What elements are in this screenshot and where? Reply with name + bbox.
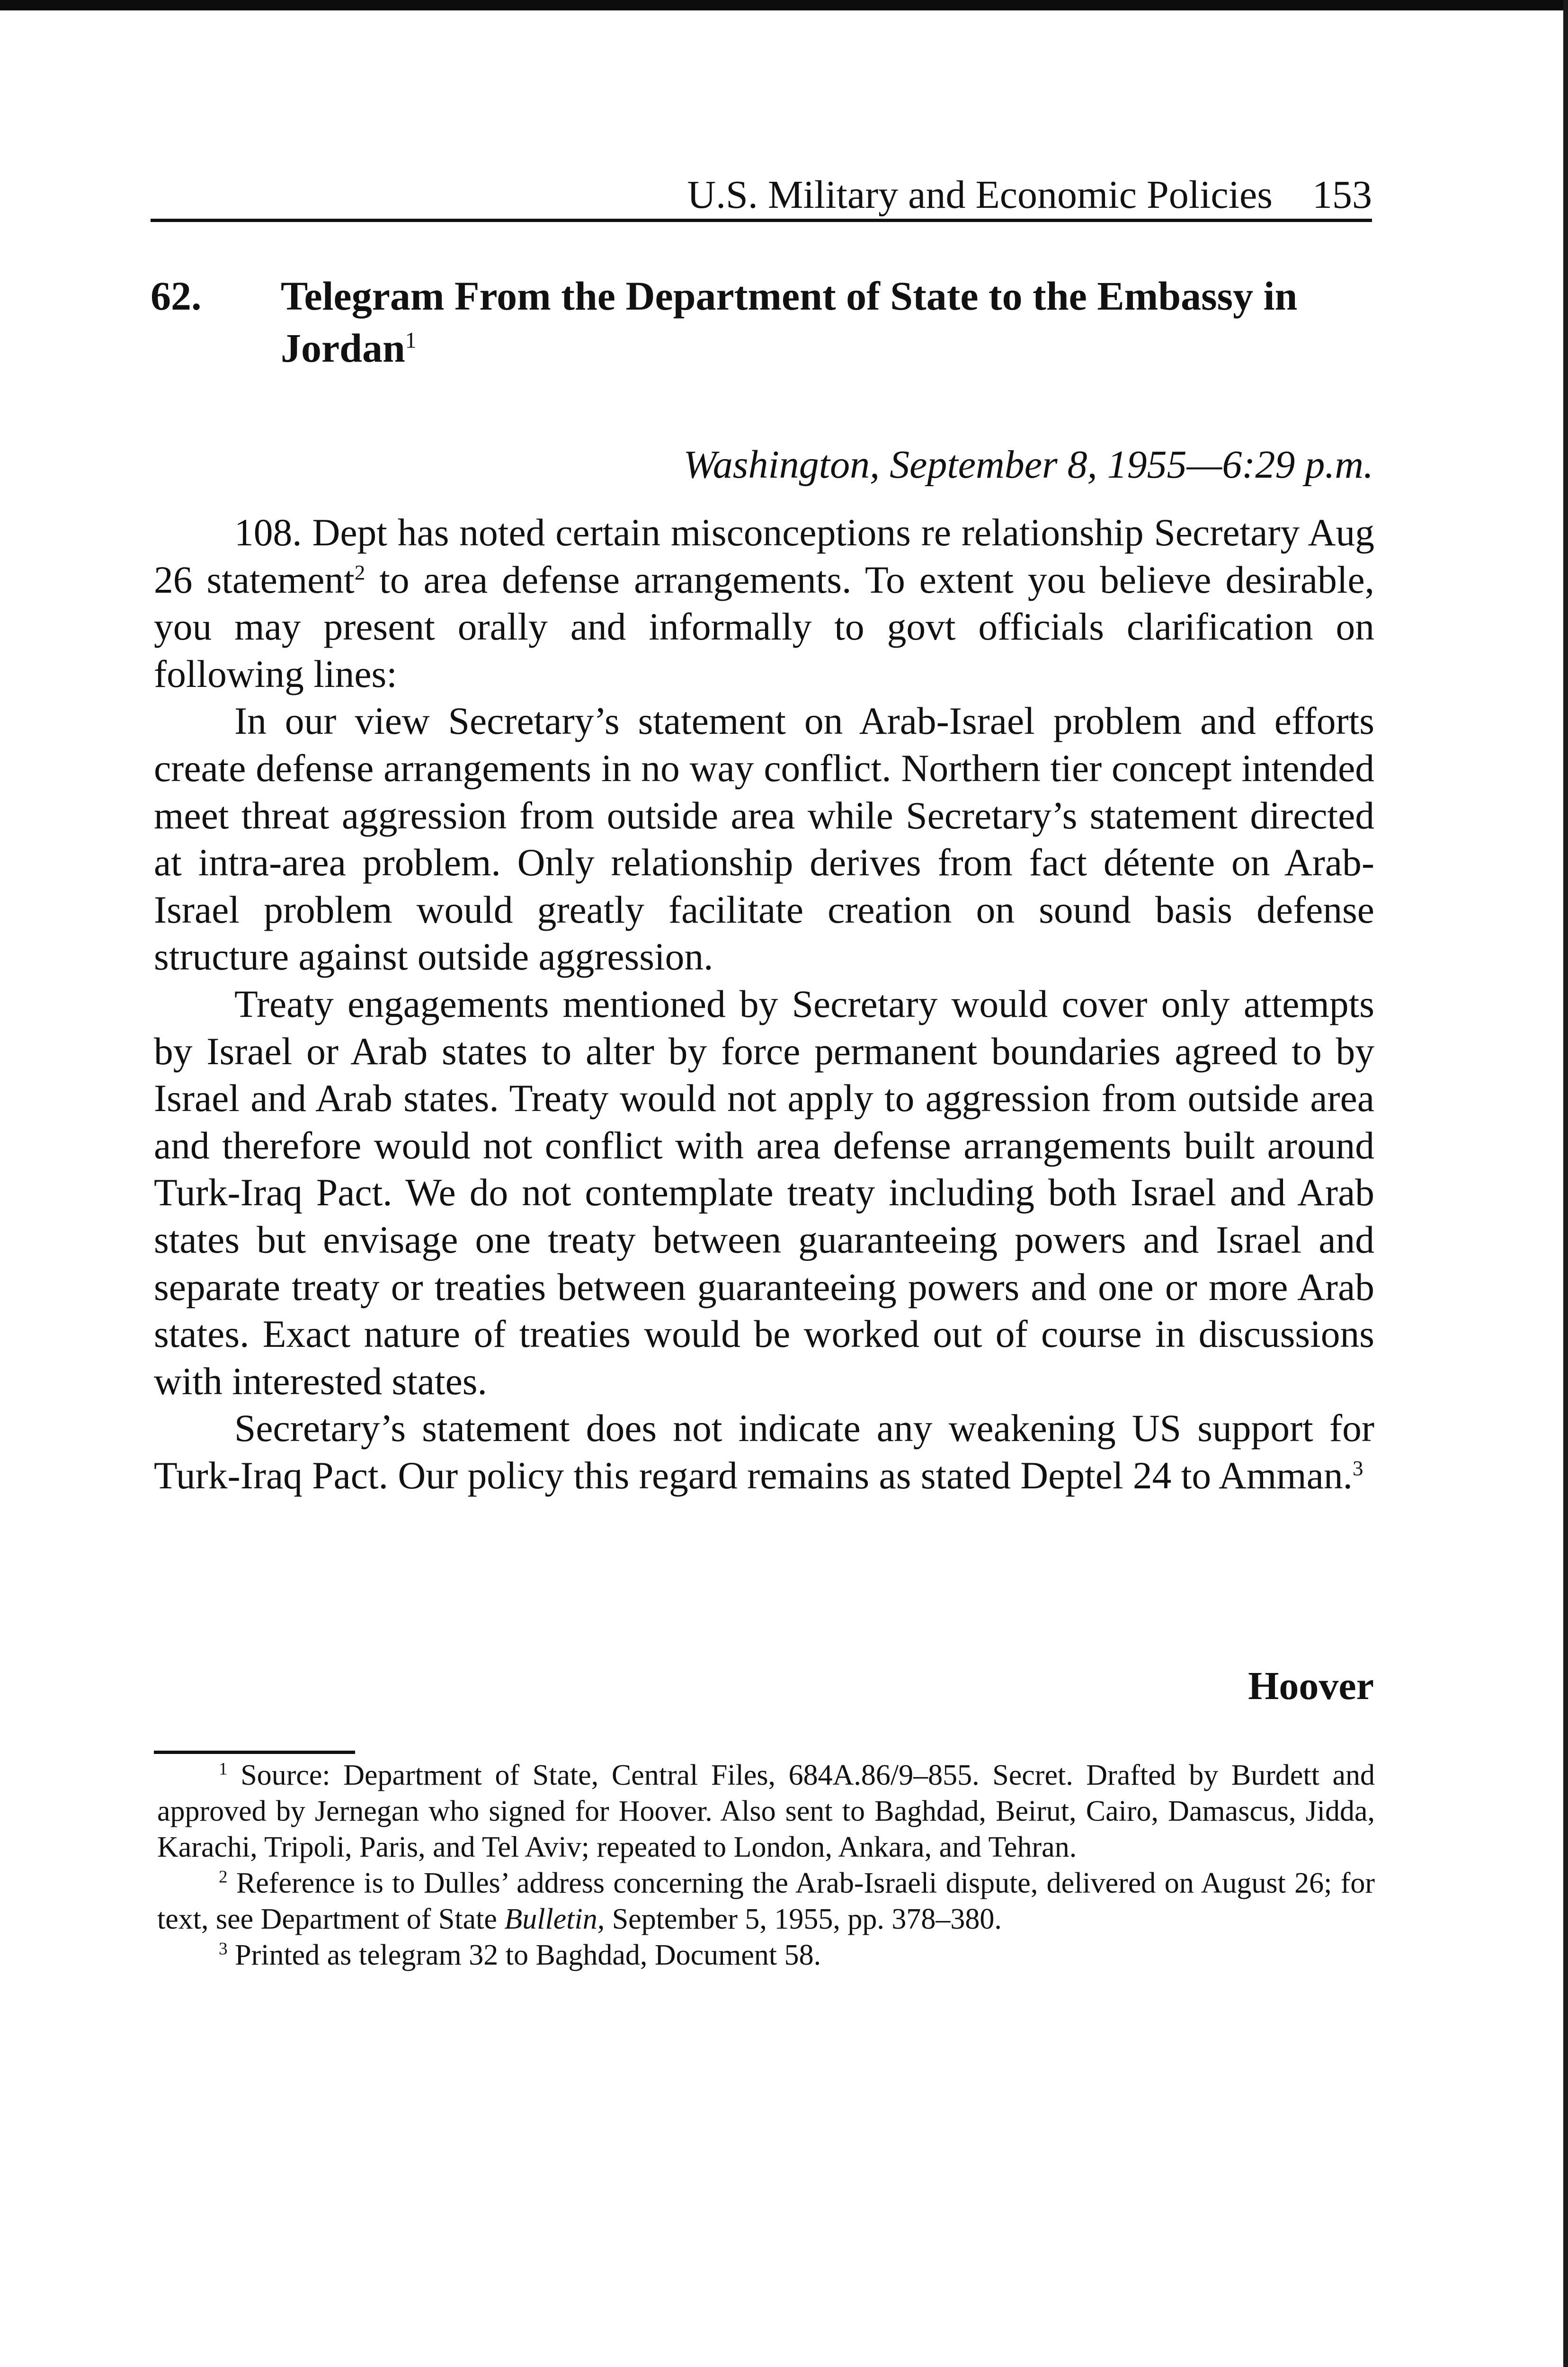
- paragraph-1-text-a: 108. Dept has noted certain misconceptions re relationship Secretary Aug 26 statement: [154, 511, 1374, 601]
- page-number: 153: [1312, 173, 1372, 217]
- paragraph-4-text: Secretary’s statement does not indicate any weakening US support for Turk-Iraq Pact. Our policy this regard remains as stated Deptel 24 to Amman.: [154, 1406, 1374, 1497]
- paragraph-1: [154, 509, 1374, 697]
- running-head-title: U.S. Military and Economic Policies: [687, 173, 1273, 217]
- footnote-3-text: Printed as telegram 32 to Baghdad, Document 58.: [227, 1939, 821, 1971]
- footnote-1-text: Source: Department of State, Central Files, 684A.86/9–855. Secret. Drafted by Burdett and approved by Jernegan who signed for Hoover. Also sent to Baghdad, Beirut, Cairo, Damascus, Jidda, Karachi, Tripoli, Paris, and Tel Aviv; repeated to London, Ankara, and Tehran.: [157, 1759, 1375, 1863]
- footnote-2: [157, 1865, 1375, 1937]
- running-head: [151, 166, 1372, 222]
- footnotes: [157, 1757, 1375, 1973]
- signature: Hoover: [1248, 1664, 1374, 1708]
- footnote-ref-2: 2: [354, 560, 365, 584]
- footnote-ref-3: 3: [1353, 1456, 1363, 1480]
- paragraph-3: Treaty engagements mentioned by Secretary would cover only attempts by Israel or Arab states to alter by force permanent boundaries agreed to by Israel and Arab states. Treaty would not apply to aggression from outside area and therefore would not conflict with area defense arrangements built around Turk-Iraq Pact. We do not contemplate treaty including both Israel and Arab states but envisage one treaty between guaranteeing powers and Israel and separate treaty or treaties between guaranteeing powers and one or more Arab states. Exact nature of treaties would be worked out of course in discussions with interested states.: [154, 982, 1374, 1403]
- scan-border-top: [0, 0, 1568, 10]
- footnote-2-text-b: September 5, 1955, pp. 378–380.: [605, 1903, 1002, 1935]
- footnote-2-italic: Bulletin,: [504, 1903, 605, 1935]
- footnote-3: [157, 1937, 1375, 1973]
- footnote-3-marker: 3: [219, 1939, 228, 1959]
- footnote-1-marker: 1: [219, 1759, 228, 1779]
- footnote-2-text-a: Reference is to Dulles’ address concerning the Arab-Israeli dispute, delivered on August 26; for text, see Department of State: [157, 1867, 1375, 1935]
- footnote-ref-1: 1: [405, 328, 417, 353]
- document-number: 62.: [151, 273, 202, 319]
- paragraph-2: In our view Secretary’s statement on Arab-Israel problem and efforts create defense arrangements in no way conflict. Northern tier concept intended meet threat aggression from outside area while Secretary’s statement directed at intra-area problem. Only relationship derives from fact détente on Arab-Israel problem would greatly facilitate creation on sound basis defense structure against outside aggression.: [154, 699, 1374, 979]
- paragraph-4: [154, 1405, 1374, 1499]
- paragraph-1-text-b: to area defense arrangements. To extent you believe desirable, you may present orally and informally to govt officials clarification on following lines:: [154, 558, 1375, 695]
- document-title-text: Telegram From the Department of State to the Embassy in Jordan: [281, 273, 1298, 371]
- footnote-1: [157, 1757, 1375, 1865]
- scan-border-right: [1563, 0, 1568, 2367]
- telegram-body: [154, 509, 1374, 1499]
- dateline: Washington, September 8, 1955—6:29 p.m.: [683, 443, 1373, 487]
- document-title: [281, 270, 1379, 374]
- footnote-2-marker: 2: [219, 1867, 228, 1887]
- footnote-divider: [154, 1751, 355, 1754]
